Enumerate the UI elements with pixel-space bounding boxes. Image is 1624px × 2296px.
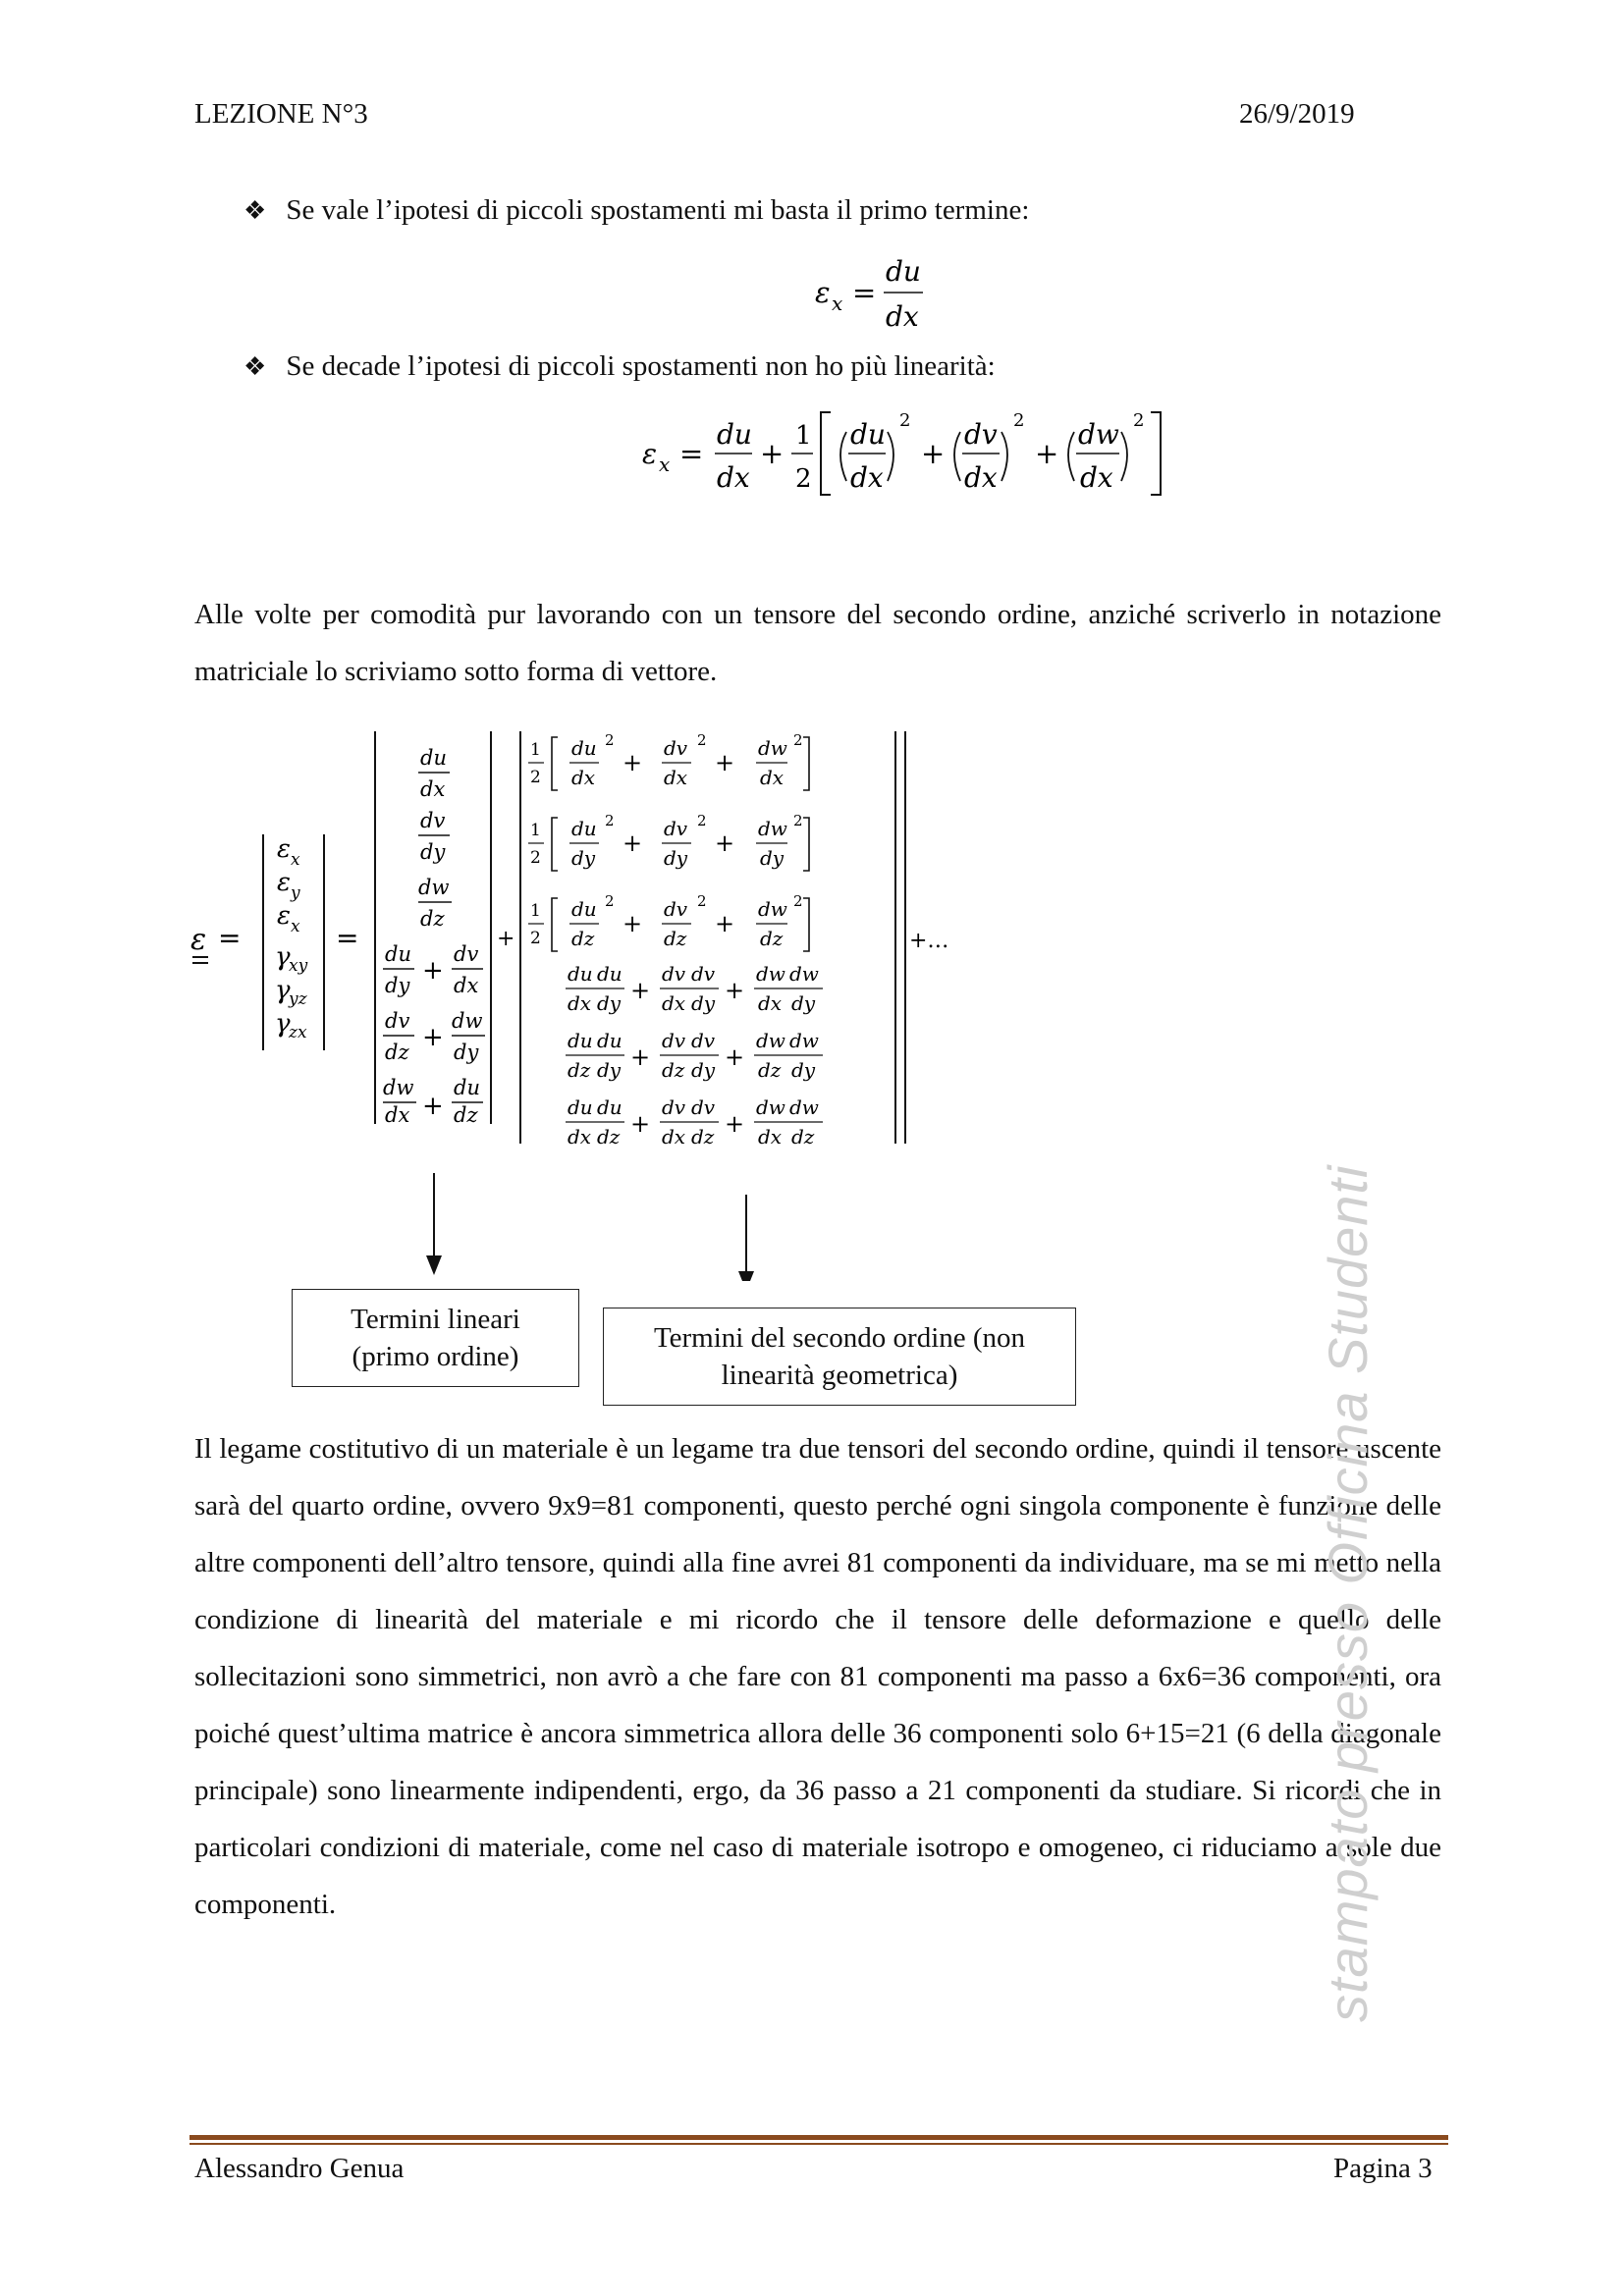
svg-text:dy: dy [454,1041,479,1064]
svg-text:+: + [623,910,643,937]
header-date: 26/9/2019 [1239,98,1355,130]
svg-text:dv: dv [664,736,688,760]
svg-text:dv: dv [691,1029,716,1052]
svg-text:dy: dy [597,1058,622,1082]
svg-text:2: 2 [795,464,812,494]
svg-text:dw: dw [452,1009,483,1033]
svg-text:dw: dw [789,1095,819,1119]
svg-text:1: 1 [530,901,541,921]
svg-text:dy: dy [760,846,785,870]
svg-text:+: + [630,1110,651,1138]
svg-text:dy: dy [571,846,596,870]
formula-large-displacement [638,402,1198,501]
svg-text:dx: dx [850,461,884,494]
svg-text:2: 2 [605,812,615,829]
svg-text:du: du [568,1029,593,1052]
linear-terms-box [292,1289,579,1387]
svg-text:du: du [571,897,597,921]
svg-text:dz: dz [758,1058,782,1082]
svg-text:+: + [1035,437,1059,470]
svg-text:dx: dx [568,991,592,1015]
svg-text:dz: dz [597,1125,621,1148]
svg-text:2: 2 [1013,410,1025,431]
arrows [412,1173,785,1281]
svg-text:dw: dw [1078,418,1119,451]
svg-text:du: du [597,962,623,986]
svg-text:xy: xy [289,956,308,976]
svg-text:dv: dv [691,1095,716,1119]
svg-text:dx: dx [964,461,998,494]
svg-text:dz: dz [571,927,595,950]
svg-text:du: du [597,1095,623,1119]
svg-text:dv: dv [664,817,688,840]
svg-text:dw: dw [756,962,785,986]
svg-text:dx: dx [1080,461,1113,494]
svg-text:2: 2 [530,768,541,787]
svg-text:dx: dx [662,1125,686,1148]
paragraph-intro: Alle volte per comodità pur lavorando con un tensore del secondo ordine, anziché scriverlo in notazione matriciale lo scriviamo sotto forma di vettore. [194,599,1441,687]
svg-text:1: 1 [530,821,541,840]
svg-text:dv: dv [664,897,688,921]
svg-text:=: = [336,922,359,954]
svg-text:du: du [454,1076,480,1099]
svg-text:dy: dy [664,846,688,870]
svg-text:du: du [571,817,597,840]
svg-text:dx: dx [454,974,479,997]
svg-text:du: du [850,418,886,451]
svg-text:2: 2 [605,892,615,910]
svg-text:ε: ε [642,438,658,470]
svg-text:dy: dy [385,974,410,997]
diamond-bullet-icon: ❖ [244,195,265,225]
svg-text:dw: dw [418,876,450,899]
svg-text:+: + [422,1092,444,1121]
svg-text:y: y [291,883,300,903]
svg-text:dx: dx [758,991,783,1015]
footer-divider-thin [189,2143,1448,2145]
footer-page-number: Pagina 3 [1333,2153,1433,2184]
paragraph-constitutive: Il legame costitutivo di un materiale è un legame tra due tensori del secondo ordine, quindi il tensore uscente sarà del quarto ordine, ovvero 9x9=81 componenti, questo perché ogni singola componente è funzione delle altre componenti dell’altro tensore, quindi alla fine avrei 81 componenti da individuare, ma se mi metto nella condizione di linearità del materiale e mi ricordo che il tensore delle deformazione e quello delle sollecitazioni sono simmetrici, non avrò a che fare con 81 componenti ma passo a 6x6=36 componenti, ora poiché quest’ultima matrice è ancora simmetrica allora delle 36 componenti solo 6+15=21 (6 della diagonale principale) sono linearmente indipendenti, ergo, da 36 passo a 21 componenti da studiare. Si ricordi che in particolari condizioni di materiale, come nel caso di materiale isotropo e omogeneo, ci riduciamo a sole due componenti. [194,1433,1441,1920]
svg-text:dx: dx [662,991,686,1015]
svg-text:dx: dx [758,1125,783,1148]
svg-text:dv: dv [662,962,686,986]
svg-text:dw: dw [758,736,787,760]
svg-text:dy: dy [420,840,446,864]
svg-text:dx: dx [420,777,446,801]
svg-text:γ: γ [275,976,291,1005]
svg-text:1: 1 [795,421,812,451]
svg-text:γ: γ [275,1009,291,1039]
svg-text:=: = [218,922,242,954]
svg-text:2: 2 [793,731,803,749]
svg-text:dx: dx [568,1125,592,1148]
svg-text:dz: dz [662,1058,685,1082]
svg-text:ε: ε [277,868,291,897]
header-title: LEZIONE N°3 [194,98,368,130]
svg-text:2: 2 [899,410,911,431]
svg-text:du: du [420,746,447,770]
box-line: (primo ordine) [352,1341,519,1372]
svg-text:dz: dz [385,1041,409,1064]
svg-text:dx: dx [886,300,919,333]
svg-text:du: du [568,962,593,986]
svg-text:+: + [725,977,745,1004]
svg-text:+: + [422,956,444,986]
svg-text:dw: dw [756,1029,785,1052]
svg-text:2: 2 [605,731,615,749]
svg-text:+: + [725,1110,745,1138]
svg-text:x: x [659,453,671,476]
svg-text:dz: dz [691,1125,715,1148]
box-line: Termini lineari [351,1304,520,1335]
svg-text:2: 2 [1133,410,1145,431]
svg-text:+: + [623,829,643,857]
svg-text:+: + [715,910,735,937]
svg-text:dw: dw [789,962,819,986]
watermark: stampato presso Officina Studenti [1317,1164,1379,2022]
svg-text:ε: ε [815,276,831,309]
bullet-item [244,194,1029,227]
formula-small-displacement [805,245,943,334]
svg-text:dx: dx [571,766,596,789]
strain-vector-formula [187,731,972,1163]
svg-text:dw: dw [789,1029,819,1052]
svg-text:2: 2 [697,812,707,829]
svg-text:2: 2 [793,812,803,829]
bullet-text: Se decade l’ipotesi di piccoli spostamenti non ho più linearità: [286,350,996,382]
second-order-terms-box [603,1308,1076,1406]
svg-text:du: du [385,942,411,966]
svg-text:du: du [571,736,597,760]
svg-text:du: du [597,1029,623,1052]
svg-text:+: + [630,977,651,1004]
bullet-text: Se vale l’ipotesi di piccoli spostamenti mi basta il primo termine: [286,194,1030,226]
svg-text:du: du [886,255,921,288]
box-line: Termini del secondo ordine (non [653,1322,1026,1354]
footer-author: Alessandro Genua [194,2153,405,2184]
svg-text:dv: dv [454,942,479,966]
svg-text:+: + [715,749,735,776]
svg-text:ε: ε [277,901,291,931]
svg-text:dv: dv [662,1029,686,1052]
svg-text:du: du [568,1095,593,1119]
bullet-item [244,350,996,383]
svg-text:+: + [422,1023,444,1052]
svg-text:dv: dv [662,1095,686,1119]
svg-text:dx: dx [760,766,785,789]
svg-text:+: + [725,1043,745,1071]
svg-text:dv: dv [964,418,998,451]
svg-text:dx: dx [664,766,688,789]
svg-text:+: + [921,437,946,470]
svg-text:+: + [623,749,643,776]
svg-text:2: 2 [697,731,707,749]
svg-text:dz: dz [568,1058,591,1082]
svg-text:1: 1 [530,740,541,760]
svg-text:2: 2 [697,892,707,910]
svg-text:+: + [497,927,515,951]
svg-text:dz: dz [791,1125,815,1148]
svg-text:dv: dv [691,962,716,986]
svg-text:+…: +… [909,929,949,953]
svg-text:ε: ε [277,834,291,864]
footer-divider [189,2135,1448,2140]
svg-text:yz: yz [289,989,307,1009]
svg-text:dw: dw [383,1076,414,1099]
svg-text:=: = [679,437,704,470]
svg-text:dz: dz [454,1103,478,1127]
svg-text:zx: zx [289,1023,307,1042]
svg-text:x: x [832,292,843,315]
svg-text:dw: dw [756,1095,785,1119]
svg-text:dy: dy [791,991,816,1015]
svg-text:dy: dy [691,991,716,1015]
box-line: linearità geometrica) [721,1360,958,1391]
svg-text:dy: dy [791,1058,816,1082]
svg-text:x: x [291,917,300,936]
svg-text:+: + [760,437,785,470]
svg-text:+: + [715,829,735,857]
svg-text:+: + [630,1043,651,1071]
svg-text:γ: γ [275,942,291,972]
svg-text:dz: dz [664,927,687,950]
svg-text:dv: dv [420,809,446,832]
diamond-bullet-icon: ❖ [244,351,265,381]
svg-text:x: x [291,850,300,870]
svg-text:2: 2 [530,929,541,948]
svg-text:2: 2 [793,892,803,910]
svg-text:dz: dz [760,927,784,950]
svg-text:dw: dw [758,817,787,840]
svg-text:du: du [717,418,752,451]
svg-text:dx: dx [385,1103,410,1127]
svg-text:dx: dx [717,461,750,494]
svg-text:ε: ε [190,923,207,957]
svg-text:=: = [852,276,877,309]
svg-text:dw: dw [758,897,787,921]
svg-text:dy: dy [597,991,622,1015]
svg-text:dv: dv [385,1009,410,1033]
svg-text:dz: dz [420,907,445,931]
svg-text:dy: dy [691,1058,716,1082]
svg-text:2: 2 [530,848,541,868]
